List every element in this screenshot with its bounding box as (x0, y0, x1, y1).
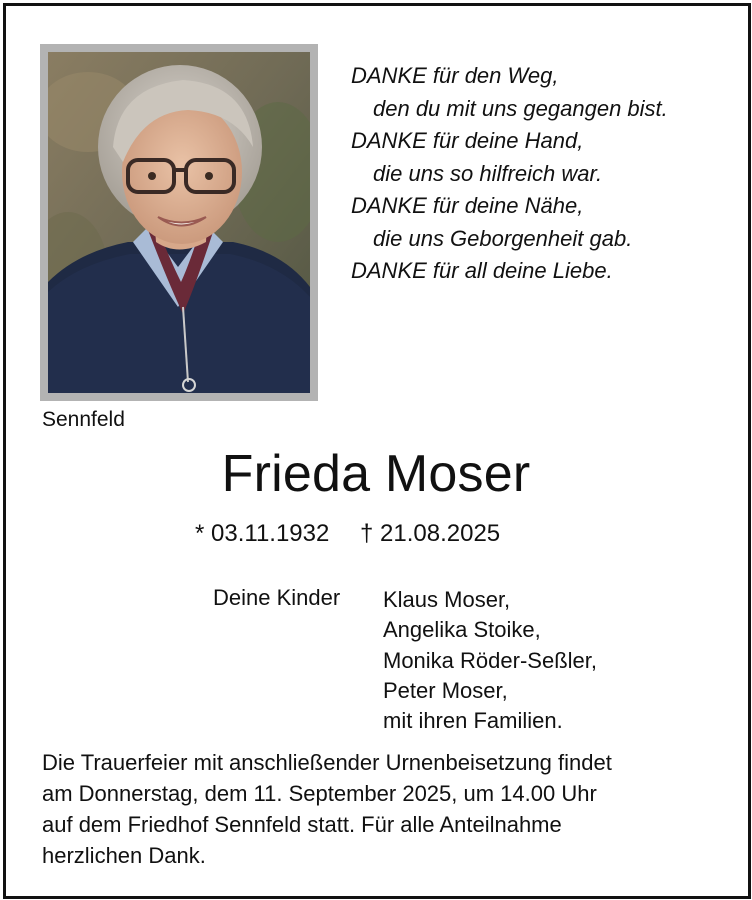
birth-date: * 03.11.1932 (195, 520, 330, 547)
family-list (383, 585, 597, 736)
family-label: Deine Kinder (213, 585, 341, 610)
poem-line: die uns Geborgenheit gab. (373, 225, 633, 251)
funeral-line: Die Trauerfeier mit anschließender Urnenbeisetzung findet (42, 750, 612, 775)
portrait-frame (40, 44, 318, 401)
poem (351, 60, 731, 288)
family-member: Angelika Stoike, (383, 617, 541, 643)
funeral-notice (42, 747, 732, 871)
family-member: Peter Moser, (383, 677, 508, 703)
portrait-photo (48, 52, 310, 393)
family-member: Klaus Moser, (383, 587, 511, 612)
poem-line: DANKE für deine Nähe, (351, 193, 584, 218)
family-member: Monika Röder-Seßler, (383, 647, 597, 673)
death-date: † 21.08.2025 (360, 520, 501, 547)
life-dates (195, 520, 500, 548)
deceased-name: Frieda Moser (221, 445, 531, 503)
funeral-line: am Donnerstag, dem 11. September 2025, um 14.00 Uhr (42, 781, 597, 806)
place-name: Sennfeld (42, 408, 125, 431)
funeral-line: auf dem Friedhof Sennfeld statt. Für alle Anteilnahme (42, 812, 562, 837)
funeral-line: herzlichen Dank. (42, 843, 206, 868)
family-member: mit ihren Familien. (383, 708, 563, 734)
poem-line: DANKE für deine Hand, (351, 128, 584, 153)
poem-line: die uns so hilfreich war. (373, 160, 603, 186)
poem-line: DANKE für all deine Liebe. (351, 258, 613, 283)
poem-line: den du mit uns gegangen bist. (373, 95, 668, 121)
poem-line: DANKE für den Weg, (351, 63, 559, 88)
